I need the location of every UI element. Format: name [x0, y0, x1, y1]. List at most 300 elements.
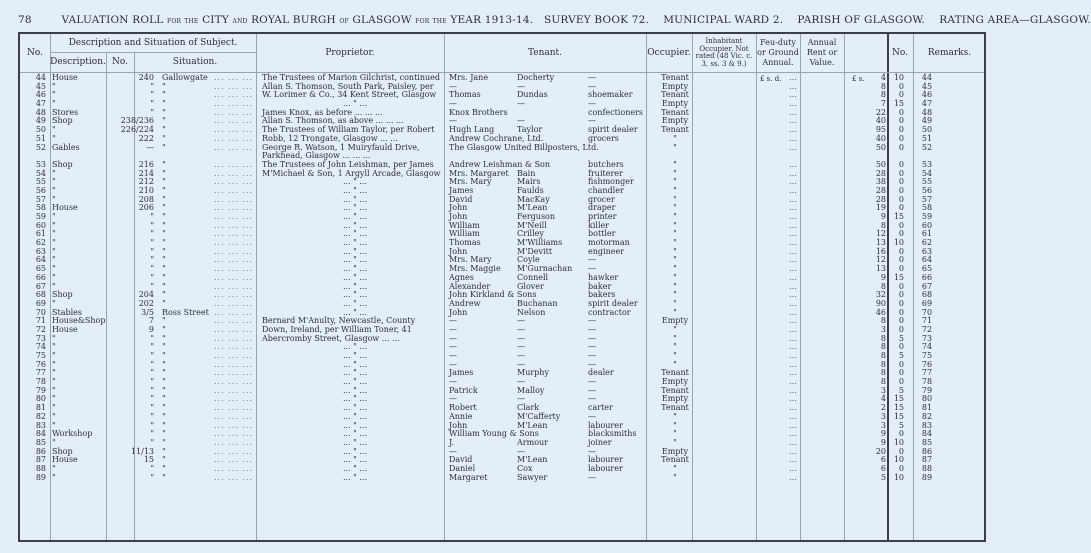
row-tenant-last: —: [517, 394, 525, 404]
row-street-number: ": [150, 107, 154, 117]
header-tenant: Tenant.: [527, 48, 563, 58]
row-number-right: 59: [921, 212, 933, 221]
row-proprietor: ... " ...: [342, 272, 368, 282]
row-street-number: 212: [138, 177, 154, 187]
row-tenant-occupation: —: [588, 255, 596, 265]
row-tenant-last: Armour: [517, 437, 548, 447]
row-proprietor: ... " ...: [342, 177, 368, 187]
row-situation: ": [162, 281, 166, 291]
row-situation: ": [162, 142, 166, 152]
row-description: ": [52, 99, 56, 109]
header-no: No.: [27, 48, 43, 58]
row-rent-pounds: 19: [875, 203, 886, 213]
row-tenant-first: Andrew Leishman & Son: [449, 159, 551, 169]
row-situation: ": [162, 264, 166, 274]
row-occupier: ": [673, 203, 677, 213]
row-street-number: ": [150, 212, 154, 221]
row-tenant-first: Annie: [449, 411, 473, 421]
row-description: Stores: [52, 107, 79, 117]
row-situation: ": [162, 125, 166, 135]
leader-dots: ... ... ...: [214, 446, 253, 456]
row-situation: ": [162, 359, 166, 369]
row-feu-duty: ...: [789, 403, 797, 413]
row-rent-pounds: 9: [880, 429, 886, 439]
row-situation: ": [162, 220, 166, 230]
row-proprietor: Allan S. Thomson, South Park, Paisley, per: [262, 81, 434, 91]
leader-dots: ... ... ...: [214, 290, 253, 300]
row-rent-shillings: 0: [898, 168, 904, 178]
row-tenant-first: John: [449, 307, 468, 317]
row-rent-pounds: 38: [875, 177, 886, 187]
row-rent-pounds: 9: [880, 437, 886, 447]
row-rent-shillings: 15: [893, 411, 904, 421]
row-tenant-first: James: [449, 185, 474, 195]
row-situation: ": [162, 212, 166, 221]
row-proprietor: ... " ...: [342, 246, 368, 256]
row-situation: ": [162, 81, 166, 91]
row-occupier: ": [673, 238, 677, 248]
row-proprietor: The Trustees of John Leishman, per James: [262, 159, 434, 169]
row-proprietor: W. Lorimer & Co., 34 Kent Street, Glasgow: [262, 90, 437, 100]
leader-dots: ... ... ...: [214, 159, 253, 169]
row-rent-pounds: 3: [880, 324, 886, 334]
leader-dots: ... ... ...: [214, 168, 253, 178]
row-rent-pounds: 7: [880, 99, 886, 109]
row-feu-duty: ...: [789, 359, 797, 369]
row-tenant-first: Hugh Lang: [449, 125, 495, 135]
row-rent-pounds: 8: [880, 90, 886, 100]
row-rent-pounds: 3: [880, 411, 886, 421]
row-proprietor: Parkhead, Glasgow ... ... ...: [262, 151, 371, 161]
row-proprietor: ... " ...: [342, 368, 368, 378]
row-situation: ": [162, 472, 166, 482]
row-tenant-last: Connell: [517, 272, 549, 282]
row-description: Workshop: [52, 429, 93, 439]
table-row: [20, 144, 984, 153]
row-rent-shillings: 15: [893, 403, 904, 413]
row-street-number: ": [150, 90, 154, 100]
row-rent-shillings: 10: [893, 455, 904, 465]
row-description: House&Shop: [52, 316, 106, 326]
row-situation: ": [162, 246, 166, 256]
row-rent-shillings: 0: [898, 194, 904, 204]
header-remarks: Remarks.: [927, 48, 972, 58]
row-number-right: 58: [921, 203, 933, 213]
row-rent-pounds: 8: [880, 368, 886, 378]
row-proprietor: ... " ...: [342, 351, 368, 360]
row-rent-pounds: 50: [875, 159, 886, 169]
row-tenant-last: M'Gurnachan: [517, 264, 573, 274]
row-tenant-first: —: [449, 446, 457, 456]
row-tenant-last: Clark: [517, 403, 540, 413]
row-feu-duty: ...: [789, 142, 797, 152]
row-number: 69: [35, 298, 46, 308]
row-rent-pounds: 90: [875, 298, 886, 308]
row-number-right: 69: [921, 298, 933, 308]
row-proprietor: ... " ...: [342, 264, 368, 274]
leader-dots: ... ... ...: [214, 429, 253, 439]
row-rent-pounds: 12: [875, 229, 886, 239]
row-rent-shillings: 0: [898, 116, 904, 126]
row-rent-shillings: 15: [893, 99, 904, 109]
leader-dots: ... ... ...: [214, 220, 253, 230]
row-proprietor: Down, Ireland, per William Toner, 41: [262, 324, 412, 334]
row-occupier: ": [673, 159, 677, 169]
row-rent-pounds: 3: [880, 420, 886, 430]
row-situation: ": [162, 463, 166, 473]
row-feu-duty: ...: [789, 272, 797, 282]
leader-dots: ... ... ...: [214, 324, 253, 334]
row-description: ": [52, 437, 56, 447]
row-rent-pounds: 32: [875, 290, 886, 300]
row-tenant-first: —: [449, 377, 457, 387]
row-proprietor: ... " ...: [342, 359, 368, 369]
row-tenant-occupation: labourer: [588, 455, 623, 465]
row-tenant-first: Mrs. Maggie: [449, 264, 501, 274]
leader-dots: ... ... ...: [214, 194, 253, 204]
leader-dots: ... ... ...: [214, 342, 253, 352]
row-street-number: 214: [138, 168, 154, 178]
row-number-right: 70: [921, 307, 933, 317]
row-street-number: 9: [148, 324, 154, 334]
row-street-number: ": [150, 255, 154, 265]
row-tenant-first: Thomas: [449, 90, 481, 100]
row-rent-shillings: 15: [893, 394, 904, 404]
leader-dots: ... ... ...: [214, 238, 253, 248]
row-proprietor: ... " ...: [342, 307, 368, 317]
leader-dots: ... ... ...: [214, 359, 253, 369]
leader-dots: ... ... ...: [214, 99, 253, 109]
row-number-right: 56: [921, 185, 933, 195]
row-description: ": [52, 420, 56, 430]
row-tenant-first: Agnes: [449, 272, 474, 282]
row-tenant-occupation: printer: [588, 212, 617, 221]
row-rent-pounds: 20: [875, 446, 886, 456]
row-description: House: [52, 203, 78, 213]
row-rent-shillings: 0: [898, 125, 904, 135]
row-number-right: 53: [921, 159, 933, 169]
survey-book: SURVEY BOOK 72.: [543, 14, 650, 26]
row-street-number: ": [150, 264, 154, 274]
row-tenant-occupation: bakers: [588, 290, 616, 300]
row-number-right: 80: [921, 394, 933, 404]
row-tenant-occupation: confectioners: [588, 107, 644, 117]
row-tenant-first: —: [449, 333, 457, 343]
row-description: Shop: [52, 446, 73, 456]
row-number: 59: [35, 212, 46, 221]
row-description: ": [52, 133, 56, 143]
leader-dots: ... ... ...: [214, 272, 253, 282]
row-proprietor: ... " ...: [342, 463, 368, 473]
row-feu-duty: ...: [789, 125, 797, 135]
table-row: [20, 474, 984, 483]
row-proprietor: ... " ...: [342, 420, 368, 430]
row-description: ": [52, 212, 56, 221]
row-number: 86: [35, 446, 46, 456]
leader-dots: ... ... ...: [214, 81, 253, 91]
row-number: 66: [35, 272, 46, 282]
row-number-right: 86: [921, 446, 933, 456]
leader-dots: ... ... ...: [214, 463, 253, 473]
row-description: ": [52, 125, 56, 135]
row-street-number: 3/5: [141, 307, 154, 317]
row-rent-pounds: 8: [880, 220, 886, 230]
row-description: House: [52, 324, 78, 334]
row-rent-pounds: 2: [880, 403, 886, 413]
row-occupier: ": [673, 264, 677, 274]
leader-dots: ... ... ...: [214, 212, 253, 221]
row-tenant-occupation: dealer: [588, 368, 614, 378]
row-tenant-occupation: engineer: [588, 246, 625, 256]
row-street-number: 238/236: [120, 116, 154, 126]
row-tenant-occupation: —: [588, 351, 596, 360]
row-proprietor: ... " ...: [342, 455, 368, 465]
row-rent-pounds: 16: [875, 246, 886, 256]
leader-dots: ... ... ...: [214, 368, 253, 378]
row-street-number: 204: [138, 290, 154, 300]
leader-dots: ... ... ...: [214, 185, 253, 195]
row-occupier: Empty: [661, 394, 689, 404]
row-street-number: ": [150, 429, 154, 439]
row-proprietor: M'Michael & Son, 1 Argyll Arcade, Glasgow: [262, 168, 441, 178]
row-situation: ": [162, 229, 166, 239]
row-tenant-first: John: [449, 420, 468, 430]
row-feu-duty: ...: [789, 116, 797, 126]
row-proprietor: James Knox, as before ... ... ...: [262, 107, 383, 117]
row-rent-pounds: 8: [880, 81, 886, 91]
leader-dots: ... ... ...: [214, 281, 253, 291]
row-rent-shillings: 0: [898, 220, 904, 230]
row-tenant-first: John Kirkland & Sons: [449, 290, 537, 300]
row-rent-shillings: 0: [898, 185, 904, 195]
row-number: 62: [35, 238, 46, 248]
row-number: 80: [35, 394, 46, 404]
row-tenant-first: James: [449, 368, 474, 378]
row-number: 63: [35, 246, 46, 256]
leader-dots: ... ... ...: [214, 142, 253, 152]
row-tenant-last: —: [517, 351, 525, 360]
row-proprietor: ... " ...: [342, 238, 368, 248]
row-street-number: 206: [138, 203, 154, 213]
row-number: 70: [35, 307, 46, 317]
row-rent-shillings: 0: [898, 81, 904, 91]
row-number: 54: [35, 168, 46, 178]
row-feu-duty: ...: [789, 73, 797, 82]
row-number-right: 87: [921, 455, 933, 465]
row-description: ": [52, 377, 56, 387]
row-tenant-last: Cox: [517, 463, 533, 473]
row-tenant-occupation: butchers: [588, 159, 624, 169]
row-proprietor: ... " ...: [342, 377, 368, 387]
leader-dots: ... ... ...: [214, 437, 253, 447]
row-tenant-last: Crilley: [517, 229, 544, 239]
row-feu-duty: ...: [789, 220, 797, 230]
row-description: Gables: [52, 142, 80, 152]
row-occupier: ": [673, 333, 677, 343]
row-rent-pounds: 8: [880, 351, 886, 360]
row-description: ": [52, 385, 56, 395]
row-occupier: ": [673, 212, 677, 221]
leader-dots: ... ... ...: [214, 333, 253, 343]
row-feu-duty: ...: [789, 307, 797, 317]
leader-dots: ... ... ...: [214, 351, 253, 360]
row-tenant-last: M'Lean: [517, 203, 548, 213]
feu-units: £ s. d.: [760, 75, 782, 83]
row-occupier: Tenant: [661, 403, 689, 413]
row-situation: ": [162, 255, 166, 265]
row-rent-shillings: 0: [898, 246, 904, 256]
row-tenant-last: M'Lean: [517, 420, 548, 430]
row-number-right: 45: [921, 81, 933, 91]
row-rent-pounds: 8: [880, 359, 886, 369]
row-occupier: ": [673, 437, 677, 447]
page-title: VALUATION ROLL for the CITY and ROYAL BURGH of GLASGOW for the YEAR 1913-14.: [61, 14, 534, 26]
row-description: ": [52, 359, 56, 369]
row-occupier: ": [673, 324, 677, 334]
row-tenant-last: Taylor: [517, 125, 543, 135]
header-inhabitant-occupier: Inhabitant Occupier. Not rated (48 Vic. c. 3, ss. 3 & 9.): [695, 37, 753, 68]
row-rent-shillings: 0: [898, 342, 904, 352]
row-occupier: ": [673, 194, 677, 204]
row-number: 73: [35, 333, 46, 343]
row-occupier: ": [673, 411, 677, 421]
row-tenant-last: M'Cafferty: [517, 411, 561, 421]
row-tenant-first: David: [449, 455, 473, 465]
row-number-right: 73: [921, 333, 933, 343]
row-occupier: Empty: [661, 116, 689, 126]
row-proprietor: ... " ...: [342, 472, 368, 482]
row-tenant-first: J.: [449, 437, 455, 447]
row-tenant-occupation: —: [588, 342, 596, 352]
row-number: 79: [35, 385, 46, 395]
row-situation: ": [162, 298, 166, 308]
row-situation: ": [162, 203, 166, 213]
row-street-number: ": [150, 472, 154, 482]
row-feu-duty: ...: [789, 229, 797, 239]
row-feu-duty: ...: [789, 368, 797, 378]
row-number-right: 79: [921, 385, 933, 395]
leader-dots: ... ... ...: [214, 203, 253, 213]
row-description: ": [52, 394, 56, 404]
row-number: 78: [35, 377, 46, 387]
row-number: 61: [35, 229, 46, 239]
row-number-right: 49: [921, 116, 933, 126]
row-number: 87: [35, 455, 46, 465]
row-street-number: ": [150, 377, 154, 387]
row-proprietor: ... " ...: [342, 290, 368, 300]
row-rent-pounds: 40: [875, 133, 886, 143]
row-rent-pounds: 12: [875, 255, 886, 265]
row-street-number: ": [150, 437, 154, 447]
row-tenant-first: —: [449, 351, 457, 360]
row-tenant-first: —: [449, 324, 457, 334]
row-proprietor: ... " ...: [342, 385, 368, 395]
row-number: 58: [35, 203, 46, 213]
row-tenant-occupation: fishmonger: [588, 177, 634, 187]
row-tenant-first: Mrs. Jane: [449, 73, 489, 82]
row-proprietor: The Trustees of Marion Gilchrist, continued: [262, 73, 441, 82]
row-street-number: ": [150, 333, 154, 343]
row-occupier: ": [673, 290, 677, 300]
row-street-number: 15: [143, 455, 154, 465]
row-occupier: ": [673, 185, 677, 195]
row-street-number: ": [150, 229, 154, 239]
row-number-right: 83: [921, 420, 933, 430]
row-rent-pounds: 6: [880, 455, 886, 465]
row-situation: ": [162, 455, 166, 465]
row-situation: ": [162, 446, 166, 456]
row-occupier: Empty: [661, 446, 689, 456]
row-street-number: 240: [138, 73, 154, 82]
row-rent-shillings: 0: [898, 368, 904, 378]
row-number-right: 61: [921, 229, 933, 239]
row-tenant-first: Knox Brothers: [449, 107, 508, 117]
row-rent-shillings: 10: [893, 437, 904, 447]
row-tenant-occupation: —: [588, 377, 596, 387]
row-description: ": [52, 463, 56, 473]
row-description: ": [52, 229, 56, 239]
row-situation: ": [162, 377, 166, 387]
row-feu-duty: ...: [789, 316, 797, 326]
row-situation: ": [162, 351, 166, 360]
row-feu-duty: ...: [789, 246, 797, 256]
row-number-right: 47: [921, 99, 933, 109]
row-street-number: 222: [138, 133, 154, 143]
row-description: ": [52, 368, 56, 378]
row-feu-duty: ...: [789, 324, 797, 334]
row-rent-pounds: 5: [880, 472, 886, 482]
row-rent-shillings: 0: [898, 133, 904, 143]
row-number-right: 65: [921, 264, 933, 274]
row-street-number: ": [150, 238, 154, 248]
row-tenant-first: The Glasgow United Billposters, Ltd.: [449, 142, 599, 152]
row-rent-shillings: 5: [898, 351, 904, 360]
header-proprietor: Proprietor.: [325, 48, 375, 58]
row-occupier: ": [673, 168, 677, 178]
row-feu-duty: ...: [789, 203, 797, 213]
row-tenant-first: Mrs. Margaret: [449, 168, 509, 178]
row-number: 52: [35, 142, 46, 152]
row-rent-shillings: 0: [898, 324, 904, 334]
row-tenant-occupation: bottler: [588, 229, 616, 239]
row-tenant-last: —: [517, 377, 525, 387]
row-occupier: ": [673, 429, 677, 439]
row-tenant-occupation: joiner: [588, 437, 612, 447]
row-situation: ": [162, 333, 166, 343]
row-situation: ": [162, 133, 166, 143]
row-tenant-occupation: —: [588, 324, 596, 334]
row-situation: ": [162, 420, 166, 430]
leader-dots: ... ... ...: [214, 385, 253, 395]
row-tenant-first: —: [449, 99, 457, 109]
row-feu-duty: ...: [789, 290, 797, 300]
row-proprietor: Robb, 12 Trongate, Glasgow ... ...: [262, 133, 398, 143]
row-occupier: ": [673, 342, 677, 352]
row-number-right: 67: [921, 281, 933, 291]
row-feu-duty: ...: [789, 107, 797, 117]
row-rent-pounds: 9: [880, 272, 886, 282]
row-feu-duty: ...: [789, 394, 797, 404]
row-tenant-first: Robert: [449, 403, 477, 413]
row-rent-pounds: 40: [875, 116, 886, 126]
row-tenant-occupation: —: [588, 359, 596, 369]
row-description: ": [52, 272, 56, 282]
row-number-right: 51: [921, 133, 933, 143]
header-description-group: Description and Situation of Subject.: [68, 38, 238, 48]
row-description: ": [52, 185, 56, 195]
row-rent-pounds: 50: [875, 142, 886, 152]
row-tenant-last: M'Williams: [517, 238, 563, 248]
